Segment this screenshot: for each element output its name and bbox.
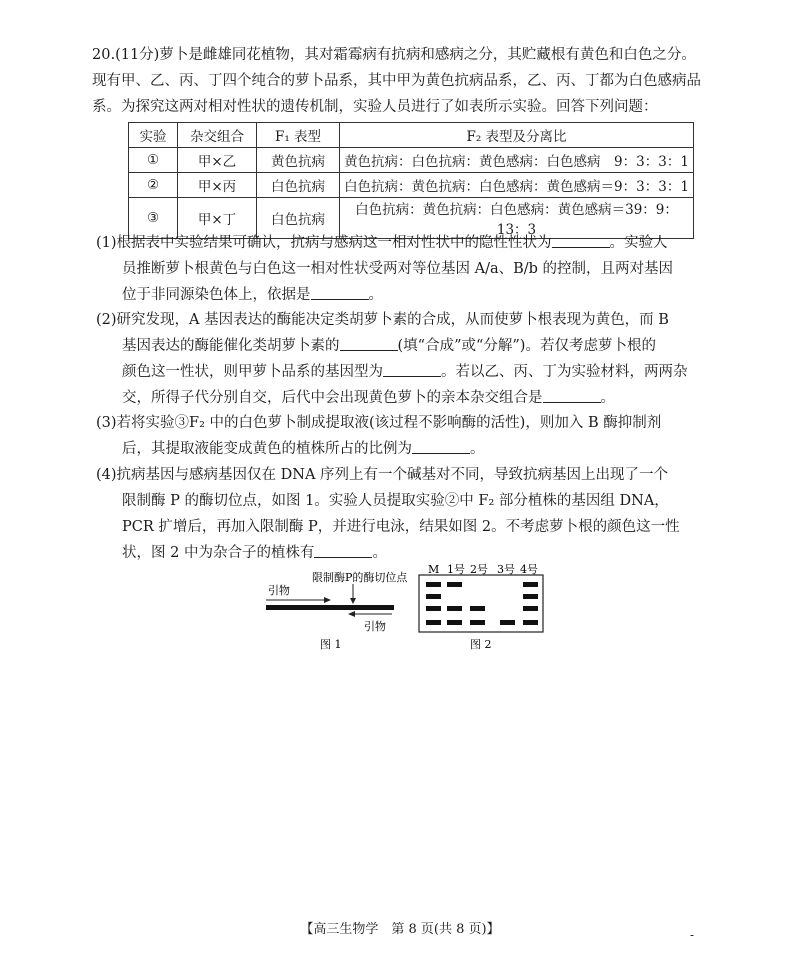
primer-right-label: 引物 — [364, 620, 386, 633]
gel-bands — [426, 582, 538, 625]
gel-band — [426, 594, 441, 599]
figure-2-caption: 图 2 — [470, 638, 492, 651]
gel-band — [426, 620, 441, 625]
figure-2 — [419, 563, 543, 651]
table-cell: ① — [129, 148, 178, 173]
part-4: (4)抗病基因与感病基因仅在 DNA 序列上有一个碱基对不同，导致抗病基因上出现了一个 限制酶 P 的酶切位点，如图 1。实验人员提取实验②中 F₂ 部分植株的基因组 DNA， PCR 扩增后，再加入限制酶 P，并进行电泳，结果如图 2。不考虑萝卜根的颜色这一性 状，图 2 中为杂合子的植株有 。 — [96, 467, 680, 561]
stem-line-2: 现有甲、乙、丙、丁四个纯合的萝卜品系，其中甲为黄色抗病品系，乙、丙、丁都为白色感病品 — [92, 73, 701, 89]
table-cell: 白色抗病：黄色抗病：白色感病：黄色感病＝9：3：3：1 — [340, 173, 694, 198]
stem-line-3: 系。为探究这两对相对性状的遗传机制，实验人员进行了如表所示实验。回答下列问题： — [92, 99, 658, 115]
corner-mark: - — [690, 928, 695, 942]
table-header: 杂交组合 — [178, 123, 257, 148]
table-header: F₁ 表型 — [257, 123, 340, 148]
gel-band — [470, 620, 485, 625]
table-cell: ③ — [129, 198, 178, 239]
table-cell: 甲×丙 — [178, 173, 257, 198]
gel-band — [523, 594, 538, 599]
gel-band — [447, 582, 462, 587]
figure-1 — [266, 570, 408, 651]
part-2: (2)研究发现，A 基因表达的酶能决定类胡萝卜素的合成，从而使萝卜根表现为黄色，而 B 基因表达的酶能催化类胡萝卜素的 (填“合成”或“分解”)。若仅考虑萝卜根的 颜色这一性状，则甲萝卜品系的基因型为 。若以乙、丙、丁为实验材料，两两杂 交，所得子代分别自交，后代中会出现黄色萝卜的亲本杂交组合是 。 — [96, 312, 688, 406]
arrowhead-icon — [348, 611, 355, 617]
primer-left-label: 引物 — [268, 584, 290, 597]
table-cell: 白色抗病：黄色抗病：白色感病：黄色感病＝39：9：13：3 — [340, 198, 694, 239]
gel-band — [447, 606, 462, 611]
gel-band — [500, 620, 515, 625]
table-cell: ② — [129, 173, 178, 198]
table-cell: 甲×乙 — [178, 148, 257, 173]
lane-label: M — [428, 563, 440, 576]
table-cell: 黄色抗病 — [257, 148, 340, 173]
lane-label: 2号 — [470, 563, 488, 576]
part-3: (3)若将实验③F₂ 中的白色萝卜制成提取液(该过程不影响酶的活性)，则加入 B 酶抑制剂 后，其提取液能变成黄色的植株所占的比例为 。 — [96, 415, 662, 457]
gel-band — [447, 620, 462, 625]
gel-band — [426, 582, 441, 587]
table-header: F₂ 表型及分离比 — [340, 123, 694, 148]
table-cell: 白色抗病 — [257, 198, 340, 239]
table-cell: 白色抗病 — [257, 173, 340, 198]
gel-band — [470, 606, 485, 611]
arrowhead-icon — [324, 597, 331, 603]
figure-1-caption: 图 1 — [320, 638, 342, 651]
lane-label: 4号 — [520, 563, 538, 576]
table-cell: 甲×丁 — [178, 198, 257, 239]
stem-line-1: 20.(11分)萝卜是雌雄同花植物，其对霜霉病有抗病和感病之分，其贮藏根有黄色和白色之分。 — [92, 47, 696, 63]
lane-label: 3号 — [497, 563, 515, 576]
page-footer: 【高三生物学 第 8 页(共 8 页)】 — [300, 922, 500, 937]
lane-label: 1号 — [447, 563, 465, 576]
gel-band — [523, 606, 538, 611]
table-header: 实验 — [129, 123, 178, 148]
dna-strand — [266, 605, 394, 610]
cut-site-label: 限制酶P的酶切位点 — [312, 571, 408, 584]
part-1: (1)根据表中实验结果可确认，抗病与感病这一相对性状中的隐性性状为 。实验人 员推断萝卜根黄色与白色这一相对性状受两对等位基因 A/a、B/b 的控制，且两对基因 位于非同源染色体上，依据是 。 — [96, 235, 674, 303]
gel-band — [426, 606, 441, 611]
gel-band — [523, 582, 538, 587]
arrowhead-icon — [350, 598, 356, 604]
table-cell: 黄色抗病：白色抗病：黄色感病：白色感病 9：3：3：1 — [340, 148, 694, 173]
gel-band — [523, 620, 538, 625]
